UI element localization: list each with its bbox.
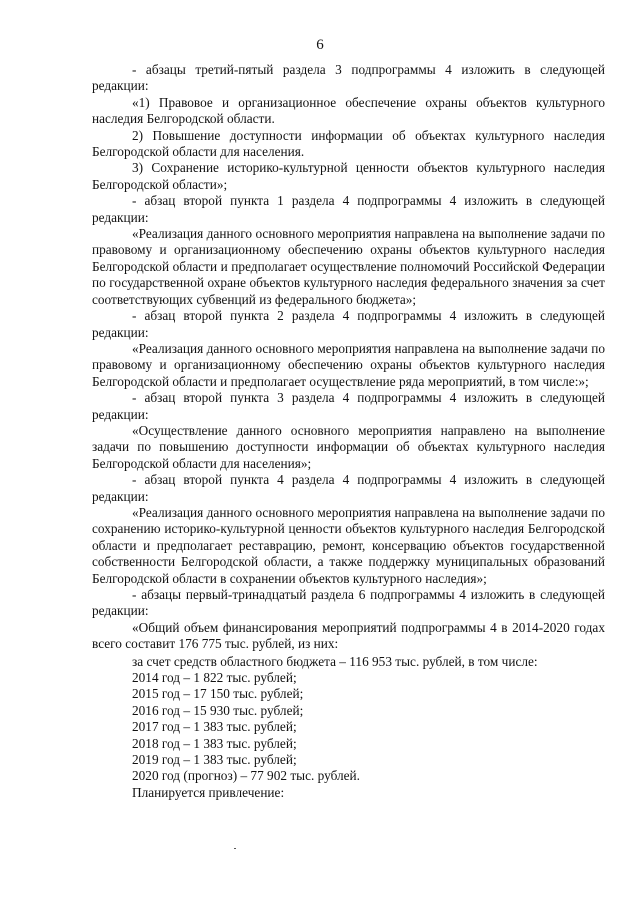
paragraph: «Реализация данного основного мероприятия направлена на выполнение задачи по сохранению историко-культурной ценности объектов культурного наследия Белгородской области и предполагает реставрацию, ремонт, консервацию объектов государственной собственности Белгородской области, а также поддержку муниципальных образований Белгородской области в сохранении объектов культурного наследия»; [92, 504, 605, 586]
paragraph: «1) Правовое и организационное обеспечение охраны объектов культурного наследия Белгородской области. [92, 94, 605, 127]
paragraph: - абзацы первый-тринадцатый раздела 6 подпрограммы 4 изложить в следующей редакции: [92, 587, 605, 619]
paragraph: за счет средств областного бюджета – 116 953 тыс. рублей, в том числе: [132, 653, 538, 669]
paragraph: 2018 год – 1 383 тыс. рублей; [132, 735, 297, 751]
paragraph: 2014 год – 1 822 тыс. рублей; [132, 670, 297, 686]
paragraph: - абзац второй пункта 4 раздела 4 подпрограммы 4 изложить в следующей редакции: [92, 472, 605, 504]
paragraph: Планируется привлечение: [132, 784, 285, 800]
paragraph: «Реализация данного основного мероприятия направлена на выполнение задачи по правовому и организационному обеспечению охраны объектов культурного наследия Белгородской области и предполагает осуществление полномочий Российской Федерации по государственной охране объектов культурного наследия федерального значения за счет соответствующих субвенций из федерального бюджета»; [92, 226, 605, 307]
paragraph: - абзац второй пункта 1 раздела 4 подпрограммы 4 изложить в следующей редакции: [92, 193, 605, 225]
paragraph: - абзац второй пункта 2 раздела 4 подпрограммы 4 изложить в следующей редакции: [92, 308, 605, 340]
paragraph: 2019 год – 1 383 тыс. рублей; [132, 752, 297, 768]
paragraph: 2017 год – 1 383 тыс. рублей; [132, 719, 297, 735]
paragraph: - абзацы третий-пятый раздела 3 подпрограммы 4 изложить в следующей редакции: [92, 62, 605, 94]
page-number: 6 [316, 37, 324, 53]
paragraph: 2016 год – 15 930 тыс. рублей; [132, 702, 304, 718]
paragraph: «Общий объем финансирования мероприятий подпрограммы 4 в 2014-2020 годах всего составит 176 775 тыс. рублей, из них: [92, 619, 605, 652]
paragraph: - абзац второй пункта 3 раздела 4 подпрограммы 4 изложить в следующей редакции: [92, 390, 605, 422]
document-body [92, 62, 605, 801]
paragraph: 2015 год – 17 150 тыс. рублей; [132, 686, 304, 702]
paragraph: 3) Сохранение историко-культурной ценности объектов культурного наследия Белгородской области»; [92, 160, 605, 192]
paragraph: «Осуществление данного основного мероприятия направлено на выполнение задачи по повышению доступности информации об объектах культурного наследия Белгородской области для населения»; [92, 422, 605, 471]
paragraph: 2020 год (прогноз) – 77 902 тыс. рублей. [132, 768, 360, 784]
paragraph: 2) Повышение доступности информации об объектах культурного наследия Белгородской области для населения. [92, 127, 605, 160]
scan-speck [234, 848, 236, 849]
paragraph: «Реализация данного основного мероприятия направлена на выполнение задачи по правовому и организационному обеспечению охраны объектов культурного наследия Белгородской области и предполагает осуществление ряда мероприятий, в том числе:»; [92, 340, 605, 389]
